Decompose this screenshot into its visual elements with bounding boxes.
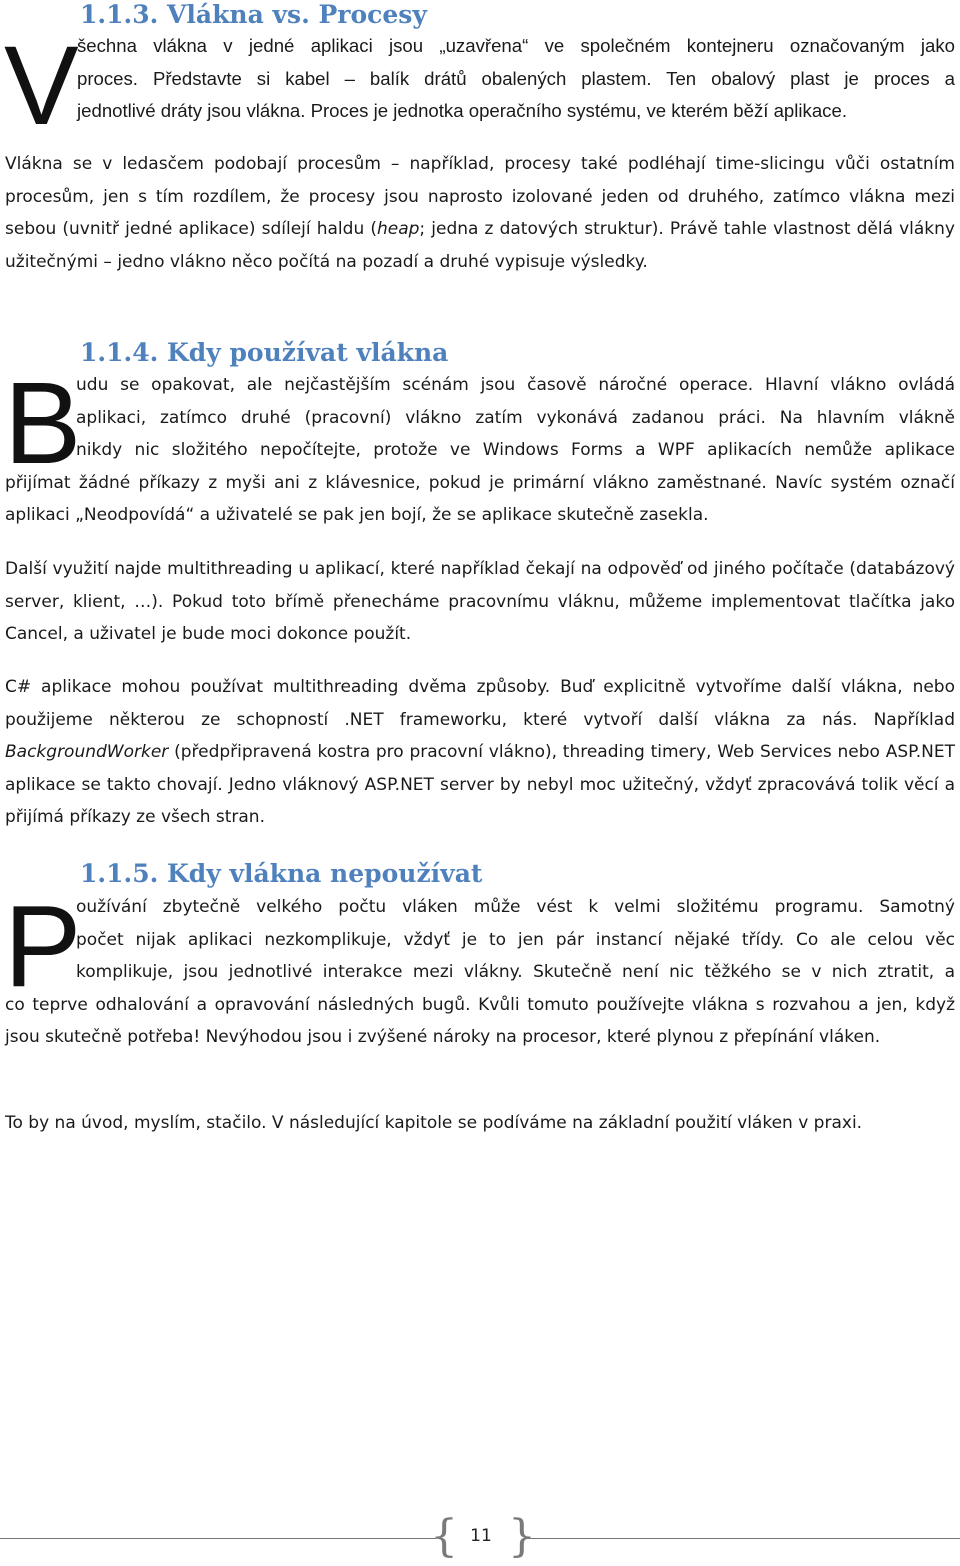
text-line: přijímat žádné příkazy z myši ani z klávesnice, pokud je primární vlákno zaměstnané. Navíc systém označí aplikaci „Neodpovídá“ a uživatelé se pak jen bojí, že se aplikace skutečně zasekla.	[5, 472, 955, 526]
italic-term: BackgroundWorker	[5, 742, 169, 763]
intro-paragraph-1-1-4	[5, 369, 955, 532]
dropcap-p: P	[4, 881, 82, 1011]
text-line: aplikaci, zatímco druhé (pracovní) vlákno zatím vykonává zadanou práci. Na hlavním vlákně	[76, 407, 955, 428]
text-line: oužívání zbytečně velkého počtu vláken může vést k velmi složitému programu. Samotný	[76, 897, 955, 917]
page-footer	[0, 1510, 960, 1566]
text-line: počet nijak aplikaci nezkomplikuje, vždyť je to jen pár instancí nějaké třídy. Co ale celou věc	[76, 929, 955, 950]
dropcap-b: B	[4, 358, 82, 488]
paragraph-closing	[5, 1107, 955, 1140]
intro-paragraph-1-1-3	[5, 30, 955, 128]
footer-rule-left	[0, 1538, 436, 1539]
text-line: udu se opakovat, ale nejčastějším scénám jsou časově náročné operace. Hlavní vlákno ovládá	[76, 375, 955, 395]
footer-brace-left-icon: {	[430, 1511, 458, 1562]
dropcap-v: V	[4, 23, 79, 148]
text-line: co teprve odhalování a opravování následných bugů. Kvůli tomuto používejte vlákna s rozvahou a jen, když jsou skutečně potřeba! Nevýhodou jsou i zvýšené nároky na procesor, které plynou z přepínání vláken.	[5, 994, 955, 1048]
page-number: 11	[470, 1526, 492, 1546]
section-heading-1-1-5: 1.1.5. Kdy vlákna nepoužívat	[80, 859, 483, 888]
intro-paragraph-1-1-5	[5, 891, 955, 1054]
section-heading-1-1-4: 1.1.4. Kdy používat vlákna	[80, 338, 449, 367]
text-run: C# aplikace mohou používat multithreading dvěma způsoby. Buď explicitně vytvoříme další vlákna, nebo použijeme některou ze schopností .NET frameworku, které vytvoří další vlákna za nás. Například	[5, 677, 955, 730]
text-line: jednotlivé dráty jsou vlákna. Proces je jednotka operačního systému, ve kterém běží aplikace.	[77, 100, 847, 122]
footer-rule-right	[526, 1538, 960, 1539]
italic-term: heap	[376, 219, 420, 240]
text-line: nikdy nic složitého nepočítejte, protože ve Windows Forms a WPF aplikacích nemůže aplikace	[76, 440, 955, 461]
text-line: šechna vlákna v jedné aplikaci jsou „uzavřena“ ve společném kontejneru označovaným jako	[77, 35, 955, 56]
paragraph-multithreading-uses	[5, 553, 955, 651]
footer-brace-right-icon: }	[508, 1511, 536, 1562]
text-run: ; jedna z datových struktur). Právě tahle vlastnost dělá vlákny užitečnými – jedno vlákno něco počítá na pozadí a druhé vypisuje výsledky.	[5, 219, 955, 272]
text-run: (předpřipravená kostra pro pracovní vlákno), threading timery, Web Services nebo ASP.NET aplikace se takto chovají. Jedno vláknový ASP.NET server by nebyl moc užitečný, vždyť zpracovává tolik věcí a přijímá příkazy ze všech stran.	[5, 742, 955, 828]
text-line: proces. Představte si kabel – balík drátů obalených plastem. Ten obalový plast je proces a	[77, 67, 955, 89]
paragraph-threads-vs-processes	[5, 148, 955, 278]
text-run: Další využití najde multithreading u aplikací, které například čekají na odpověď od jiného počítače (databázový server, klient, …). Pokud toto břímě přenecháme pracovnímu vláknu, můžeme implementovat tlačítka jako Cancel, a uživatel je bude moci dokonce použít.	[5, 559, 955, 645]
text-run: To by na úvod, myslím, stačilo. V následující kapitole se podíváme na základní použití vláken v praxi.	[5, 1113, 863, 1133]
text-run: Vlákna se v ledasčem podobají procesům – například, procesy také podléhají time-slicingu vůči ostatním procesům, jen s tím rozdílem, že procesy jsou naprosto izolované jeden od druhého, zatímco vlákna mezi sebou (uvnitř jedné aplikace) sdílejí haldu (	[5, 154, 955, 240]
section-heading-1-1-3: 1.1.3. Vlákna vs. Procesy	[80, 0, 427, 29]
text-line: komplikuje, jsou jednotlivé interakce mezi vlákny. Skutečně není nic těžkého se v nich ztratit, a	[76, 962, 955, 983]
paragraph-csharp-multithreading	[5, 671, 955, 834]
